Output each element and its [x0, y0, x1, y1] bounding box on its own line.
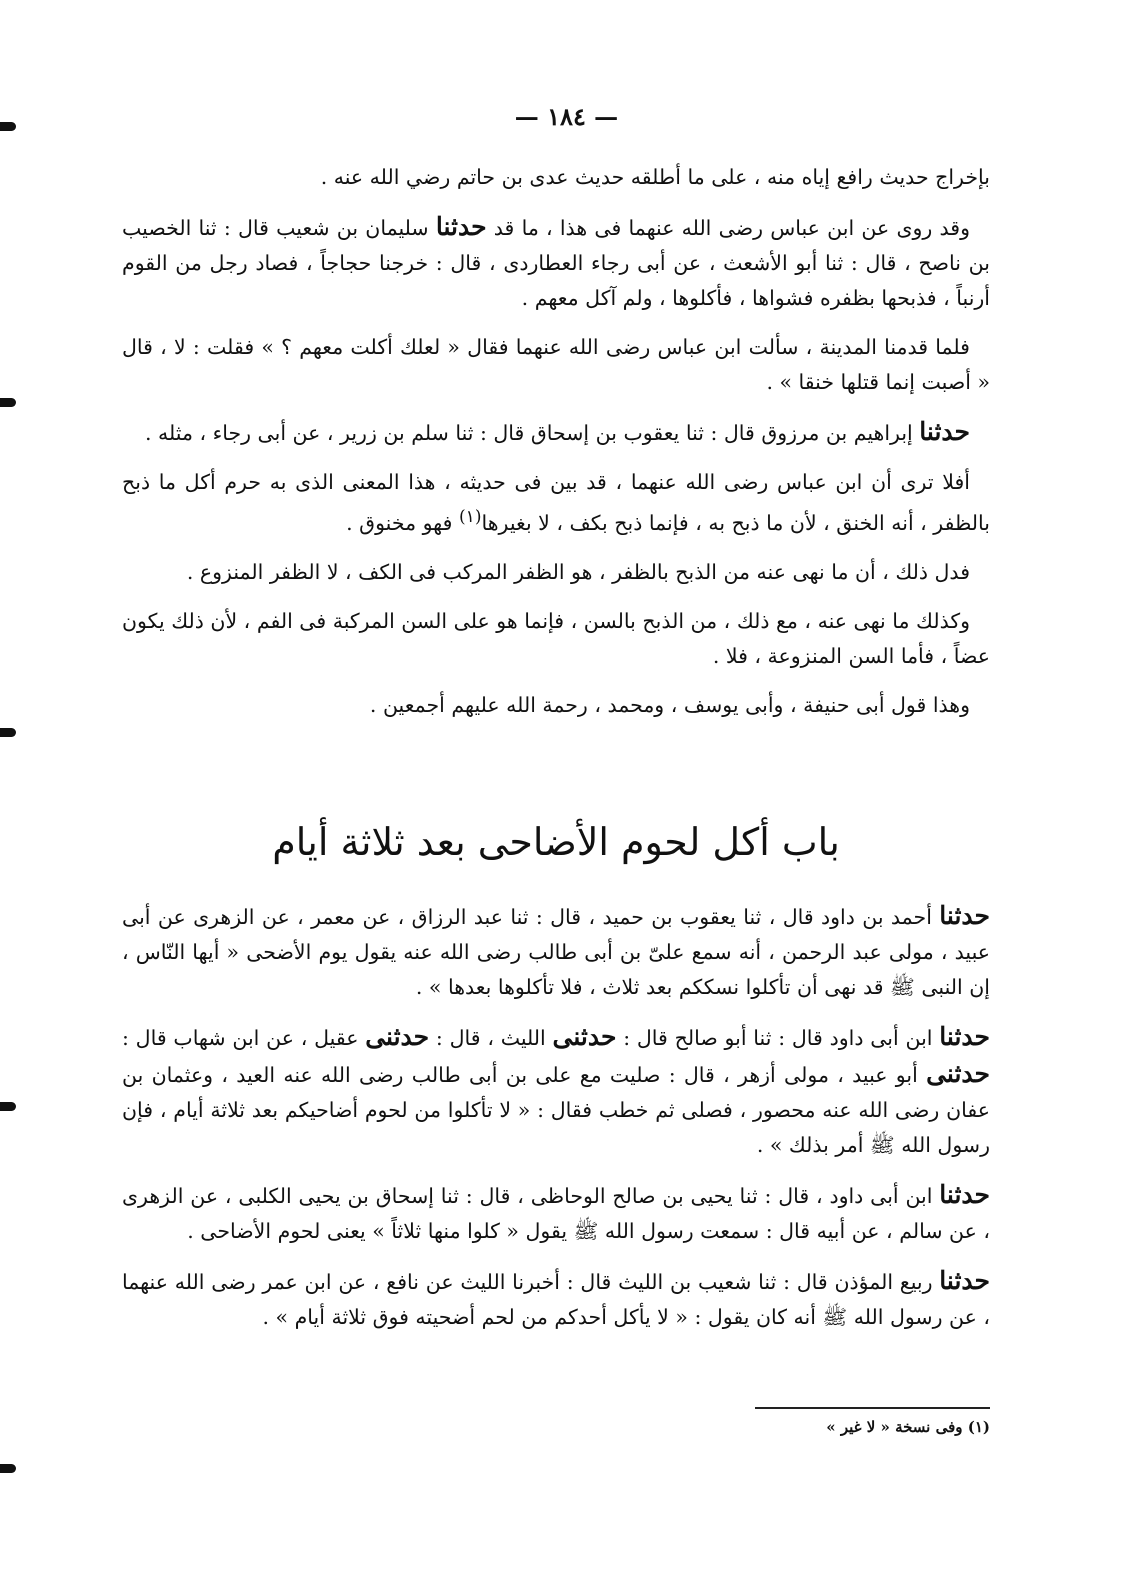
paragraph-text: عقيل ، عن ابن شهاب قال : — [122, 1026, 359, 1050]
paragraph-text: الليث ، قال : — [435, 1026, 546, 1050]
text-section-1 — [122, 160, 990, 737]
footnote-reference: (١) — [458, 507, 482, 527]
binding-mark — [0, 1102, 16, 1111]
paragraph — [122, 555, 990, 590]
paragraph-text: سليمان بن شعيب قال : ثنا الخصيب بن ناصح ، قال : ثنا أبو الأشعث ، عن أبى رجاء العطاردى ، قال : خرجنا حجاجاً ، فصاد رجل من القوم أرنباً ، فذبحها بظفره فشواها ، فأكلوها ، ولم آكل معهم . — [122, 216, 990, 310]
paragraph-text: وهذا قول أبى حنيفة ، وأبى يوسف ، ومحمد ، رحمة الله عليهم أجمعين . — [369, 692, 970, 717]
paragraph — [122, 688, 990, 723]
paragraph — [122, 1263, 990, 1335]
paragraph-text: وقد روى عن ابن عباس رضى الله عنهما فى هذا ، ما قد — [493, 216, 970, 240]
page-number: — ١٨٤ — — [514, 102, 619, 131]
hadith-marker: حدثنا — [919, 417, 970, 446]
hadith-marker: حدثنا — [939, 901, 990, 930]
paragraph-text: أفلا ترى أن ابن عباس رضى الله عنهما ، قد بين فى حديثه ، هذا المعنى الذى به حرم أكل ما ذبح بالظفر ، أنه الخنق ، لأن ما ذبح به ، فإنما ذبح بكف ، لا بغيرها — [122, 470, 990, 535]
hadith-marker: حدثنا — [939, 1180, 990, 1209]
paragraph — [122, 330, 990, 400]
hadith-marker: حدثنا — [435, 212, 487, 241]
footnote: (١) وفى نسخة « لا غير » — [826, 1418, 990, 1436]
chapter-title: باب أكل لحوم الأضاحى بعد ثلاثة أيام — [272, 820, 840, 864]
paragraph-text: إبراهيم بن مرزوق قال : ثنا يعقوب بن إسحاق قال : ثنا سلم بن زرير ، عن أبى رجاء ، مثله . — [144, 421, 913, 445]
paragraph — [122, 414, 990, 451]
paragraph — [122, 604, 990, 674]
paragraph-text: أحمد بن داود قال ، ثنا يعقوب بن حميد ، قال : ثنا عبد الرزاق ، عن معمر ، عن الزهرى عن أبى عبيد ، مولى عبد الرحمن ، أنه سمع علىّ بن أبى طالب رضى الله عنه يقول يوم الأضحى « أيها النّاس ، إن النبى ﷺ قد نهى أن تأكلوا نسككم بعد ثلاث ، فلا تأكلوها بعدها » . — [122, 905, 990, 999]
hadith-marker: حدثنى — [926, 1059, 990, 1088]
paragraph-text: أبو عبيد ، مولى أزهر ، قال : صليت مع على بن أبى طالب رضى الله عنه العيد ، وعثمان بن عفان رضى الله عنه محصور ، فصلى ثم خطب فقال : « لا تأكلوا من لحوم أضاحيكم بعد ثلاثة أيام ، فإن رسول الله ﷺ أمر بذلك » . — [122, 1063, 990, 1157]
footnote-divider — [755, 1407, 990, 1409]
paragraph-text: بإخراج حديث رافع إياه منه ، على ما أطلقه حديث عدى بن حاتم رضي الله عنه . — [320, 165, 990, 189]
paragraph — [122, 209, 990, 316]
paragraph-text: فدل ذلك ، أن ما نهى عنه من الذبح بالظفر ، هو الظفر المركب فى الكف ، لا الظفر المنزوع . — [186, 559, 970, 584]
paragraph-text: فهو مخنوق . — [346, 510, 453, 535]
binding-mark — [0, 398, 16, 407]
paragraph-text: ربيع المؤذن قال : ثنا شعيب بن الليث قال : أخبرنا الليث عن نافع ، عن ابن عمر رضى الله عنهما ، عن رسول الله ﷺ أنه كان يقول : « لا يأكل أحدكم من لحم أضحيته فوق ثلاثة أيام » . — [122, 1270, 990, 1329]
paragraph — [122, 465, 990, 541]
paragraph-text: ابن أبى داود ، قال : ثنا يحيى بن صالح الوحاظى ، قال : ثنا إسحاق بن يحيى الكلبى ، عن الزهرى ، عن سالم ، عن أبيه قال : سمعت رسول الله ﷺ يقول « كلوا منها ثلاثاً » يعنى لحوم الأضاحى . — [122, 1184, 990, 1243]
paragraph — [122, 1177, 990, 1249]
text-section-2 — [122, 898, 990, 1349]
hadith-marker: حدثنى — [365, 1022, 430, 1051]
paragraph-text: وكذلك ما نهى عنه ، مع ذلك ، من الذبح بالسن ، فإنما هو على السن المركبة فى الفم ، لأن ذلك يكون عضاً ، فأما السن المنزوعة ، فلا . — [122, 608, 990, 668]
paragraph — [122, 160, 990, 195]
paragraph-text: ابن أبى داود قال : ثنا أبو صالح قال : — [623, 1026, 933, 1050]
binding-mark — [0, 1464, 16, 1473]
paragraph — [122, 898, 990, 1005]
hadith-marker: حدثنا — [939, 1266, 990, 1295]
hadith-marker: حدثنا — [939, 1022, 990, 1051]
binding-mark — [0, 728, 16, 737]
paragraph — [122, 1019, 990, 1163]
hadith-marker: حدثنى — [552, 1022, 617, 1051]
paragraph-text: فلما قدمنا المدينة ، سألت ابن عباس رضى الله عنهما فقال « لعلك أكلت معهم ؟ » فقلت : لا ، قال « أصبت إنما قتلها خنقا » . — [122, 335, 990, 394]
